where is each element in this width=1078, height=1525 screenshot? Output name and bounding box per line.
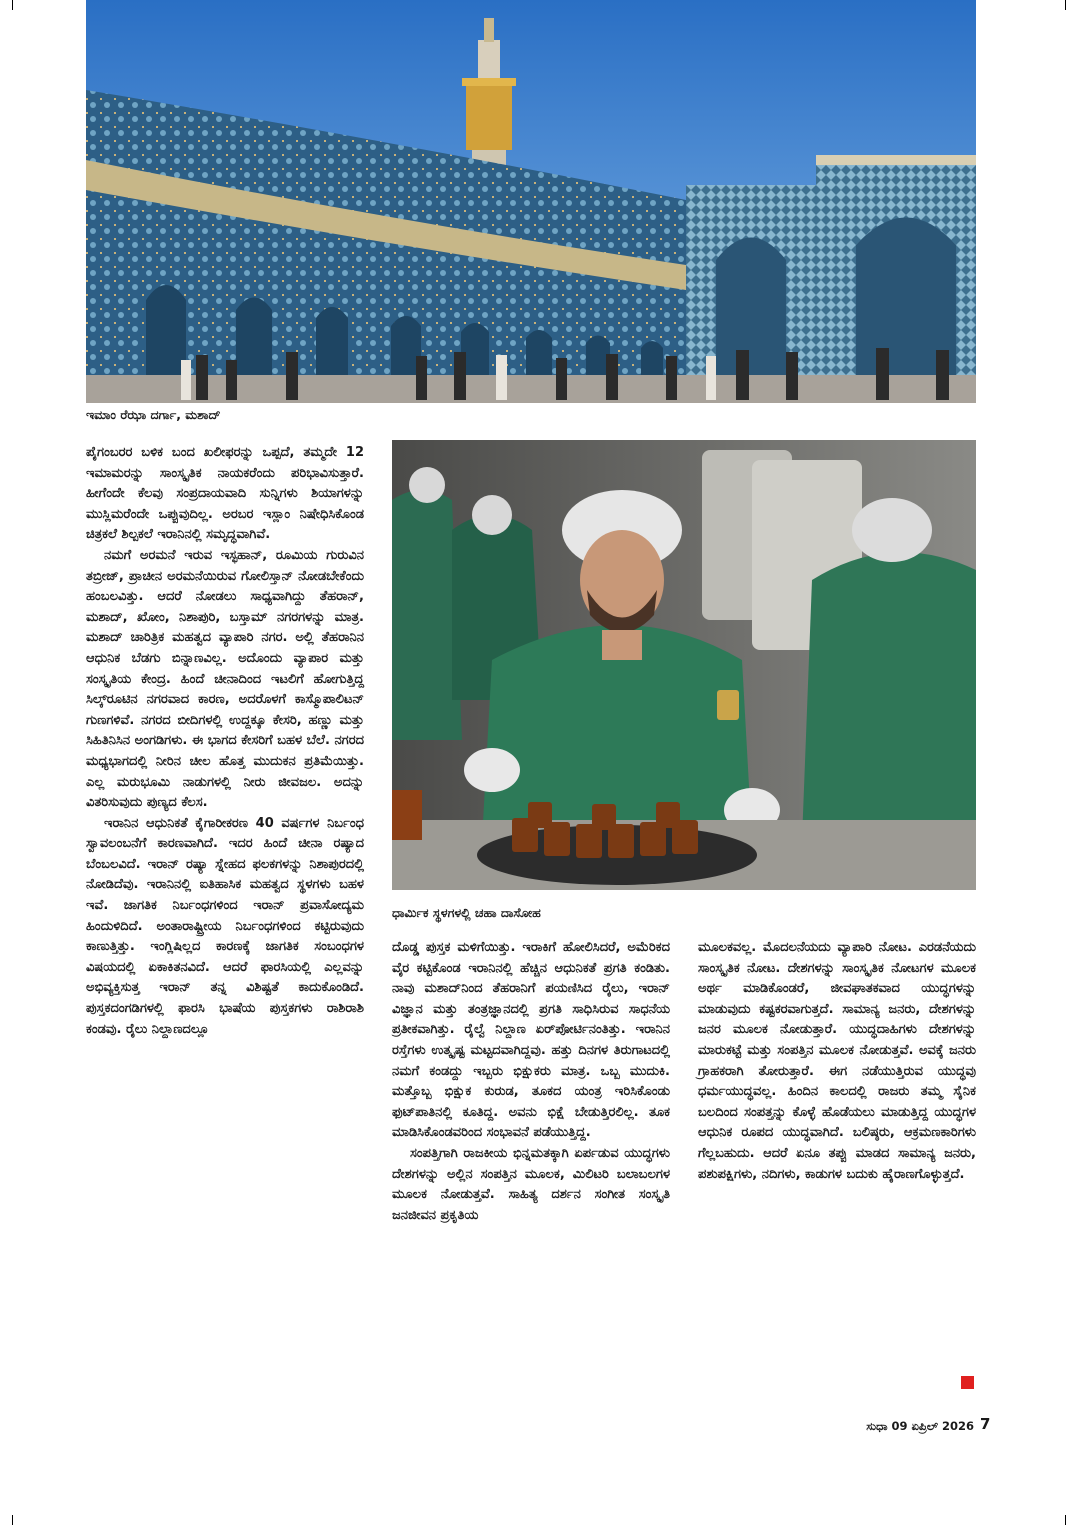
article-end-mark bbox=[961, 1376, 974, 1389]
publication-footer: ಸುಧಾ 09 ಏಪ್ರಿಲ್ 2026 bbox=[866, 1419, 974, 1433]
paragraph: ಸಂಪತ್ತಿಗಾಗಿ ರಾಜಕೀಯ ಭಿನ್ನಮತಕ್ಕಾಗಿ ಏರ್ಪಡುವ ಯುದ್ಧಗಳು ದೇಶಗಳನ್ನು ಅಲ್ಲಿನ ಸಂಪತ್ತಿನ ಮೂಲಕ, ಮಿಲಿಟರಿ ಬಲಾಬಲಗಳ ಮೂಲಕ ನೋಡುತ್ತವೆ. ಸಾಹಿತ್ಯ ದರ್ಶನ ಸಂಗೀತ ಸಂಸ್ಕೃತಿ ಜನಜೀವನ ಪ್ರಕೃತಿಯ bbox=[392, 1145, 670, 1223]
crop-mark-bottom-left bbox=[12, 1515, 23, 1525]
crop-mark-top-left bbox=[12, 0, 23, 10]
paragraph: ಮೂಲಕವಲ್ಲ. ಮೊದಲನೆಯದು ವ್ಯಾಪಾರಿ ನೋಟ. ಎರಡನೆಯದು ಸಾಂಸ್ಕೃತಿಕ ನೋಟ. ದೇಶಗಳನ್ನು ಸಾಂಸ್ಕೃತಿಕ ನೋಟಗಳ ಮೂಲಕ ಅರ್ಥ ಮಾಡಿಕೊಂಡರೆ, ಜೀವಘಾತಕವಾದ ಯುದ್ಧಗಳನ್ನು ಮಾಡುವುದು ಕಷ್ಟಕರವಾಗುತ್ತದೆ. ಸಾಮಾನ್ಯ ಜನರು, ದೇಶಗಳನ್ನು ಜನರ ಮೂಲಕ ನೋಡುತ್ತಾರೆ. ಯುದ್ಧದಾಹಿಗಳು ದೇಶಗಳನ್ನು ಮಾರುಕಟ್ಟೆ ಮತ್ತು ಸಂಪತ್ತಿನ ಮೂಲಕ ನೋಡುತ್ತವೆ. ಅವಕ್ಕೆ ಜನರು ಗ್ರಾಹಕರಾಗಿ ತೋರುತ್ತಾರೆ. ಈಗ ನಡೆಯುತ್ತಿರುವ ಯುದ್ಧವು ಧರ್ಮಯುದ್ಧವಲ್ಲ. ಹಿಂದಿನ ಕಾಲದಲ್ಲಿ ರಾಜರು ತಮ್ಮ ಸೈನಿಕ ಬಲದಿಂದ ಸಂಪತ್ತನ್ನು ಕೊಳ್ಳೆ ಹೊಡೆಯಲು ಮಾಡುತ್ತಿದ್ದ ಯುದ್ಧಗಳ ಆಧುನಿಕ ರೂಪದ ಯುದ್ಧವಾಗಿದೆ. ಬಲಿಷ್ಠರು, ಆಕ್ರಮಣಕಾರಿಗಳು ಗೆಲ್ಲಬಹುದು. ಆದರೆ ಏನೂ ತಪ್ಪು ಮಾಡದ ಸಾಮಾನ್ಯ ಜನರು, ಪಶುಪಕ್ಷಿಗಳು, ನದಿಗಳು, ಕಾಡುಗಳ ಬದುಕು ಹೈರಾಣಗೊಳ್ಳುತ್ತದೆ. bbox=[698, 940, 976, 1182]
article-column-3 bbox=[698, 938, 976, 1185]
shrine-photo bbox=[86, 0, 976, 403]
top-photo-caption: ಇಮಾಂ ರೆಝಾ ದರ್ಗಾ, ಮಶಾದ್ bbox=[86, 407, 221, 422]
page-number: 7 bbox=[980, 1415, 991, 1433]
crop-mark-bottom-right bbox=[1055, 1515, 1066, 1525]
paragraph: ದೊಡ್ಡ ಪುಸ್ತಕ ಮಳಿಗೆಯಿತ್ತು. ಇರಾಕಿಗೆ ಹೋಲಿಸಿದರೆ, ಅಮೆರಿಕದ ವೈರ ಕಟ್ಟಿಕೊಂಡ ಇರಾನಿನಲ್ಲಿ ಹೆಚ್ಚಿನ ಆಧುನಿಕತೆ ಪ್ರಗತಿ ಕಂಡಿತು. ನಾವು ಮಶಾದ್‌ನಿಂದ ತೆಹರಾನಿಗೆ ಪಯಣಿಸಿದ ರೈಲು, ಇರಾನ್ ವಿಜ್ಞಾನ ಮತ್ತು ತಂತ್ರಜ್ಞಾನದಲ್ಲಿ ಪ್ರಗತಿ ಸಾಧಿಸಿರುವ ಸಾಧನೆಯ ಪ್ರತೀಕವಾಗಿತ್ತು. ರೈಲ್ವೆ ನಿಲ್ದಾಣ ಏರ್‌ಪೋರ್ಟಿನಂತಿತ್ತು. ಇರಾನಿನ ರಸ್ತೆಗಳು ಉತ್ಕೃಷ್ಟ ಮಟ್ಟದವಾಗಿದ್ದವು. ಹತ್ತು ದಿನಗಳ ತಿರುಗಾಟದಲ್ಲಿ ನಮಗೆ ಕಂಡದ್ದು ಇಬ್ಬರು ಭಿಕ್ಷುಕರು ಮಾತ್ರ. ಒಬ್ಬ ಮುದುಕಿ. ಮತ್ತೊಬ್ಬ ಭಿಕ್ಷುಕ ಕುರುಡ, ತೂಕದ ಯಂತ್ರ ಇರಿಸಿಕೊಂಡು ಫುಟ್‌ಪಾತಿನಲ್ಲಿ ಕೂತಿದ್ದ. ಅವನು ಭಿಕ್ಷೆ ಬೇಡುತ್ತಿರಲಿಲ್ಲ. ತೂಕ ಮಾಡಿಸಿಕೊಂಡವರಿಂದ ಸಂಭಾವನೆ ಪಡೆಯುತ್ತಿದ್ದ. bbox=[392, 940, 670, 1141]
paragraph: ಪೈಗಂಬರರ ಬಳಿಕ ಬಂದ ಖಲೀಫರನ್ನು ಒಪ್ಪದೆ, ತಮ್ಮದೇ 12 ಇಮಾಮರನ್ನು ಸಾಂಸ್ಕೃತಿಕ ನಾಯಕರೆಂದು ಪರಿಭಾವಿಸುತ್ತಾರೆ. ಹೀಗೆಂದೇ ಕೆಲವು ಸಂಪ್ರದಾಯವಾದಿ ಸುನ್ನಿಗಳು ಶಿಯಾಗಳನ್ನು ಮುಸ್ಲಿಮರೆಂದೇ ಒಪ್ಪುವುದಿಲ್ಲ. ಅರಬರ ಇಸ್ಲಾಂ ನಿಷೇಧಿಸಿಕೊಂಡ ಚಿತ್ರಕಲೆ ಶಿಲ್ಪಕಲೆ ಇರಾನಿನಲ್ಲಿ ಸಮೃದ್ಧವಾಗಿವೆ. bbox=[86, 445, 364, 543]
paragraph: ನಮಗೆ ಅರಮನೆ ಇರುವ ಇಸ್ಫಹಾನ್, ರೂಮಿಯ ಗುರುವಿನ ತಬ್ರೀಜ್, ಪ್ರಾಚೀನ ಅರಮನೆಯಿರುವ ಗೋಲಿಸ್ತಾನ್ ನೋಡಬೇಕೆಂದು ಹಂಬಲವಿತ್ತು. ಆದರೆ ನೋಡಲು ಸಾಧ್ಯವಾಗಿದ್ದು ತೆಹರಾನ್, ಮಶಾದ್, ಖೋಂ, ನಿಶಾಪುರಿ, ಬಸ್ತಾಮ್ ನಗರಗಳನ್ನು ಮಾತ್ರ. ಮಶಾದ್ ಚಾರಿತ್ರಿಕ ಮಹತ್ವದ ವ್ಯಾಪಾರಿ ನಗರ. ಅಲ್ಲಿ ತೆಹರಾನಿನ ಆಧುನಿಕ ಬೆಡಗು ಬಿನ್ನಾಣವಿಲ್ಲ. ಅದೊಂದು ವ್ಯಾಪಾರ ಮತ್ತು ಸಂಸ್ಕೃತಿಯ ಕೇಂದ್ರ. ಹಿಂದೆ ಚೀನಾದಿಂದ ಇಟಲಿಗೆ ಹೋಗುತ್ತಿದ್ದ ಸಿಲ್ಕ್‌ರೂಟಿನ ನಗರವಾದ ಕಾರಣ, ಅದರೊಳಗೆ ಕಾಸ್ಮೊಪಾಲಿಟನ್ ಗುಣಗಳಿವೆ. ನಗರದ ಬೀದಿಗಳಲ್ಲಿ ಉದ್ದಕ್ಕೂ ಕೇಸರಿ, ಹಣ್ಣು ಮತ್ತು ಸಿಹಿತಿನಿಸಿನ ಅಂಗಡಿಗಳು. ಈ ಭಾಗದ ಕೇಸರಿಗೆ ಬಹಳ ಬೆಲೆ. ನಗರದ ಮಧ್ಯಭಾಗದಲ್ಲಿ ನೀರಿನ ಚೀಲ ಹೊತ್ತ ಮುದುಕನ ಪ್ರತಿಮೆಯಿತ್ತು. ಎಲ್ಲ ಮರುಭೂಮಿ ನಾಡುಗಳಲ್ಲಿ ನೀರು ಜೀವಜಲ. ಅದನ್ನು ವಿತರಿಸುವುದು ಪುಣ್ಯದ ಕೆಲಸ. bbox=[86, 547, 364, 811]
crop-mark-top-right bbox=[1055, 0, 1066, 10]
article-column-1 bbox=[86, 443, 364, 1040]
paragraph: ಇರಾನಿನ ಆಧುನಿಕತೆ ಕೈಗಾರೀಕರಣ 40 ವರ್ಷಗಳ ನಿರ್ಬಂಧ ಸ್ವಾವಲಂಬನೆಗೆ ಕಾರಣವಾಗಿದೆ. ಇದರ ಹಿಂದೆ ಚೀನಾ ರಷ್ಯಾದ ಬೆಂಬಲವಿದೆ. ಇರಾನ್ ರಷ್ಯಾ ಸ್ನೇಹದ ಫಲಕಗಳನ್ನು ನಿಶಾಪುರದಲ್ಲಿ ನೋಡಿದೆವು. ಇರಾನಿನಲ್ಲಿ ಐತಿಹಾಸಿಕ ಮಹತ್ವದ ಸ್ಥಳಗಳು ಬಹಳ ಇವೆ. ಜಾಗತಿಕ ನಿರ್ಬಂಧಗಳಿಂದ ಇರಾನ್ ಪ್ರವಾಸೋದ್ಯಮ ಹಿಂದುಳಿದಿದೆ. ಅಂತಾರಾಷ್ಟ್ರೀಯ ನಿರ್ಬಂಧಗಳಿಂದ ಕಟ್ಟಿರುವುದು ಕಾಣುತ್ತಿತ್ತು. ಇಂಗ್ಲಿಷಿಲ್ಲದ ಕಾರಣಕ್ಕೆ ಜಾಗತಿಕ ಸಂಬಂಧಗಳ ವಿಷಯದಲ್ಲಿ ಏಕಾಕಿತನವಿದೆ. ಆದರೆ ಫಾರಸಿಯಲ್ಲಿ ಎಲ್ಲವನ್ನು ಅಭಿವ್ಯಕ್ತಿಸುತ್ತ ಇರಾನ್ ತನ್ನ ವಿಶಿಷ್ಟತೆ ಕಾದುಕೊಂಡಿದೆ. ಪುಸ್ತಕದಂಗಡಿಗಳಲ್ಲಿ ಫಾರಸಿ ಭಾಷೆಯ ಪುಸ್ತಕಗಳು ರಾಶಿರಾಶಿ ಕಂಡವು. ರೈಲು ನಿಲ್ದಾಣದಲ್ಲೂ bbox=[86, 815, 364, 1037]
tea-service-photo bbox=[392, 440, 976, 890]
middle-photo-caption: ಧಾರ್ಮಿಕ ಸ್ಥಳಗಳಲ್ಲಿ ಚಹಾ ದಾಸೋಹ bbox=[392, 905, 541, 920]
article-column-2 bbox=[392, 938, 670, 1226]
